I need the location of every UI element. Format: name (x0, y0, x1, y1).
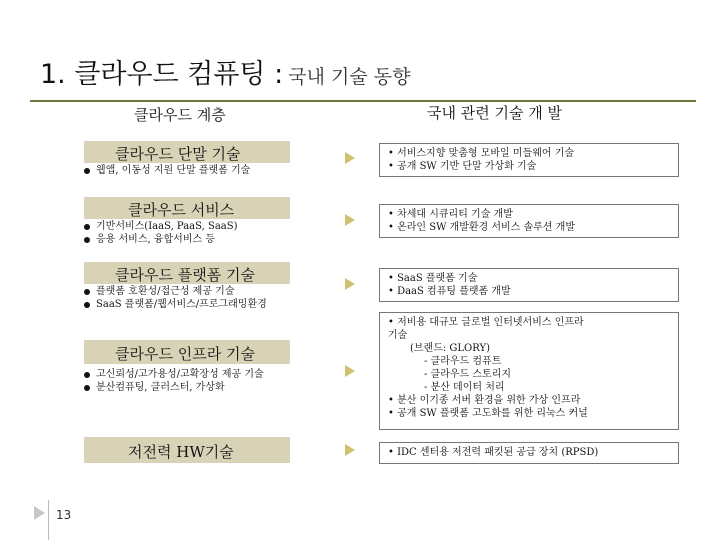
right-line: • 서비스지향 맞춤형 모바일 미들웨어 기술 (388, 148, 575, 159)
layer-bullets-terminal (84, 164, 250, 177)
page-marker-icon (34, 506, 45, 520)
bullet-dot (84, 168, 90, 174)
arrow-right-icon (345, 152, 355, 164)
right-line: 기술 (388, 330, 408, 341)
arrow-right-icon (345, 444, 355, 456)
right-box-service (379, 204, 679, 238)
bullet-dot (84, 372, 90, 378)
right-line: (브랜드: GLORY) (410, 343, 490, 354)
layer-title-infra: 클라우드 인프라 기술 (115, 345, 255, 363)
right-line: - 분산 데이터 처리 (424, 382, 505, 393)
title-main: 1. 클라우드 컴퓨팅 : (40, 59, 284, 90)
right-line: • SaaS 플랫폼 기술 (388, 273, 478, 284)
right-line: • DaaS 컴퓨팅 플랫폼 개발 (388, 286, 511, 297)
layer-bullets-infra (84, 368, 264, 394)
layer-title-service: 클라우드 서비스 (128, 201, 235, 219)
bullet-item: SaaS 플랫폼/웹서비스/프로그래밍환경 (84, 298, 267, 311)
arrow-right-icon (345, 365, 355, 377)
bullet-dot (84, 237, 90, 243)
right-line: • 공개 SW 기반 단말 가상화 기술 (388, 161, 537, 172)
slide-title (40, 52, 411, 91)
arrow-right-icon (345, 214, 355, 226)
layer-title-lowpower: 저전력 HW기술 (128, 443, 234, 461)
bullet-item: 웹앱, 이동성 지원 단말 플랫폼 기술 (84, 164, 250, 177)
right-box-lowpower (379, 442, 679, 464)
bullet-dot (84, 224, 90, 230)
bullet-item: 플랫폼 호환성/접근성 제공 기술 (84, 285, 267, 298)
right-box-platform (379, 268, 679, 302)
right-line: • IDC 센터용 저전력 패킷된 공급 장치 (RPSD) (388, 447, 599, 458)
bullet-item: 응용 서비스, 융합서비스 등 (84, 233, 238, 246)
layer-title-platform: 클라우드 플랫폼 기술 (115, 266, 255, 284)
left-column-header: 클라우드 계층 (134, 106, 226, 124)
right-line: - 클라우드 컴퓨트 (424, 356, 502, 367)
layer-bullets-service (84, 220, 238, 246)
right-column-header: 국내 관련 기술 개 발 (427, 104, 562, 122)
right-line: • 온라인 SW 개발환경 서비스 솔루션 개발 (388, 222, 575, 233)
title-divider (30, 100, 696, 102)
bullet-item: 고신뢰성/고가용성/고확장성 제공 기술 (84, 368, 264, 381)
bullet-dot (84, 385, 90, 391)
right-line: • 분산 이기종 서버 환경을 위한 가상 인프라 (388, 395, 581, 406)
bullet-dot (84, 289, 90, 295)
bullet-dot (84, 302, 90, 308)
bullet-item: 분산컴퓨팅, 클러스터, 가상화 (84, 381, 264, 394)
layer-bullets-platform (84, 285, 267, 311)
right-line: • 공개 SW 플랫폼 고도화를 위한 리눅스 커널 (388, 408, 588, 419)
footer-divider (48, 500, 49, 540)
arrow-right-icon (345, 278, 355, 290)
right-line: • 저비용 대규모 글로벌 인터넷서비스 인프라 (388, 317, 584, 328)
title-sub: 국내 기술 동향 (288, 66, 411, 88)
bullet-item: 기반서비스(IaaS, PaaS, SaaS) (84, 220, 238, 233)
right-box-terminal (379, 143, 679, 177)
right-box-infra (379, 312, 679, 430)
page-number: 13 (56, 508, 72, 522)
layer-title-terminal: 클라우드 단말 기술 (115, 145, 241, 163)
right-line: • 차세대 시큐리티 기술 개발 (388, 209, 513, 220)
right-line: - 클라우드 스토리지 (424, 369, 512, 380)
